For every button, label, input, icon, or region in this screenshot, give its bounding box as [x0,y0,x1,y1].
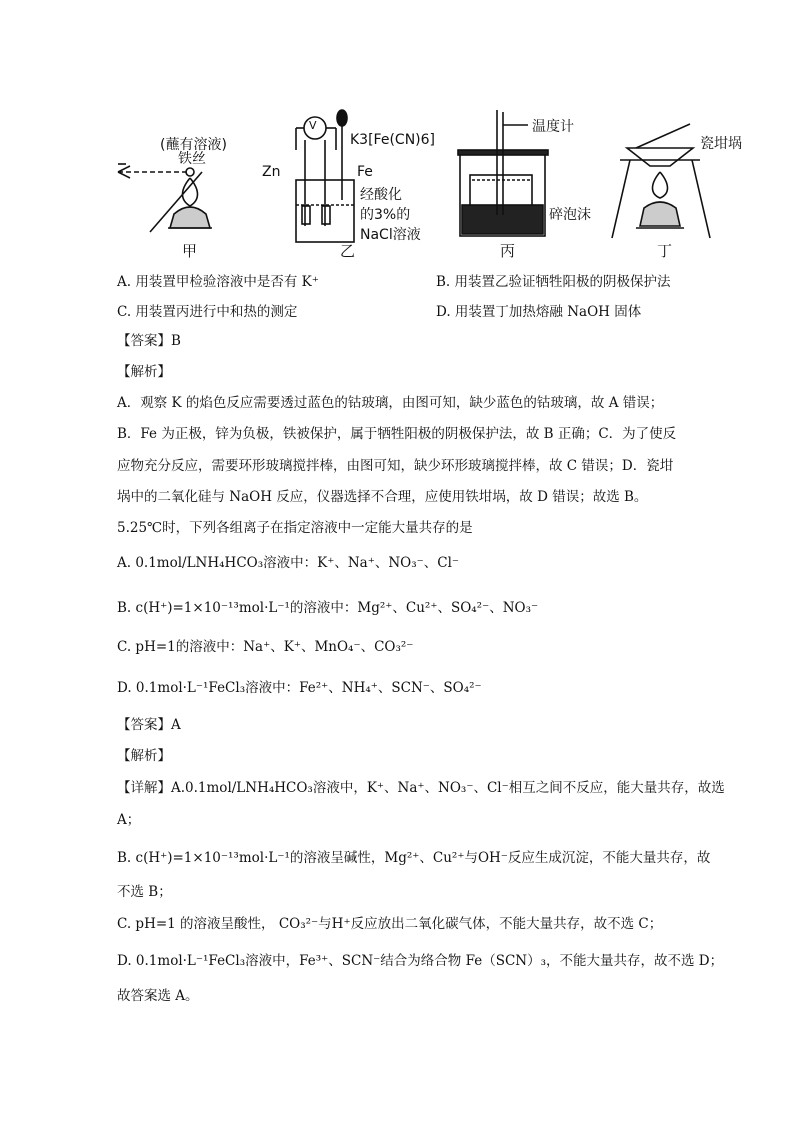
q4-option-d: D. 用装置丁加热熔融 NaOH 固体 [436,304,642,320]
q5-detail-line-2: A； [117,812,141,828]
q4-answer: 【答案】B [117,333,181,349]
acidified-label-2: 的3%的 [360,207,411,223]
k3fecn6-label: K3[Fe(CN)6] [350,132,435,148]
q5-analysis-heading: 【解析】 [117,748,171,764]
crucible-label: 瓷坩埚 [700,136,742,152]
q5-detail-line-3: B. c(H⁺)=1×10⁻¹³mol·L⁻¹的溶液呈碱性，Mg²⁺、Cu²⁺与OH⁻反应生成沉淀，不能大量共存，故 [117,850,711,866]
q5-detail-line-6: D. 0.1mol·L⁻¹FeCl₃溶液中，Fe³⁺、SCN⁻结合为络合物 Fe（SCN）₃，不能大量共存，故不选 D； [117,953,724,969]
fe-label: Fe [357,164,373,180]
q4-analysis-line-4: 埚中的二氧化硅与 NaOH 反应，仪器选择不合理，应使用铁坩埚，故 D 错误；故选 B。 [117,489,648,505]
q5-detail-line-1: 【详解】A.0.1mol/LNH₄HCO₃溶液中，K⁺、Na⁺、NO₃⁻、Cl⁻相互之间不反应，能大量共存，故选 [117,780,725,796]
q5-option-c: C. pH=1的溶液中：Na⁺、K⁺、MnO₄⁻、CO₃²⁻ [117,639,414,655]
zn-label: Zn [262,164,281,180]
q5-detail-line-4: 不选 B； [117,884,172,900]
q4-analysis-line-1: A．观察 K 的焰色反应需要透过蓝色的钴玻璃，由图可知，缺少蓝色的钴玻璃，故 A 错误； [117,395,664,411]
q4-analysis-heading: 【解析】 [117,364,171,380]
acidified-label-3: NaCl溶液 [360,227,421,243]
voltmeter-label: V [309,119,317,132]
q5-answer: 【答案】A [117,717,181,733]
q5-detail-line-7: 故答案选 A。 [117,988,199,1004]
caption-yi: 乙 [340,242,356,260]
q4-analysis-line-3: 应物充分反应，需要环形玻璃搅拌棒，由图可知，缺少环形玻璃搅拌棒，故 C 错误；D．瓷坩 [117,458,674,474]
foam-label: 碎泡沫 [549,207,591,223]
q5-option-a: A. 0.1mol/LNH₄HCO₃溶液中：K⁺、Na⁺、NO₃⁻、Cl⁻ [117,555,460,571]
q4-option-b: B. 用装置乙验证牺牲阳极的阴极保护法 [436,274,671,290]
caption-ding: 丁 [657,242,673,260]
caption-jia: 甲 [182,242,198,260]
q5-option-d: D. 0.1mol·L⁻¹FeCl₃溶液中：Fe²⁺、NH₄⁺、SCN⁻、SO₄²⁻ [117,680,482,696]
q5-detail-line-5: C. pH=1 的溶液呈酸性， CO₃²⁻与H⁺反应放出二氧化碳气体，不能大量共存，故不选 C； [117,916,663,932]
caption-bing: 丙 [500,242,516,260]
q4-option-c: C. 用装置丙进行中和热的测定 [117,304,298,320]
dipped-label: (蘸有溶液) [160,137,227,153]
thermometer-label: 温度计 [532,119,574,135]
q5-option-b: B. c(H⁺)=1×10⁻¹³mol·L⁻¹的溶液中：Mg²⁺、Cu²⁺、SO₄²⁻、NO₃⁻ [117,600,539,616]
iron-wire-label: 铁丝 [178,151,206,167]
acidified-label-1: 经酸化 [360,187,402,203]
q4-analysis-line-2: B．Fe 为正极，锌为负极，铁被保护，属于牺牲阳极的阴极保护法，故 B 正确；C．为了使反 [117,426,677,442]
q5-stem: 5.25℃时，下列各组离子在指定溶液中一定能大量共存的是 [117,520,473,536]
q4-option-a: A. 用装置甲检验溶液中是否有 K⁺ [117,274,319,290]
